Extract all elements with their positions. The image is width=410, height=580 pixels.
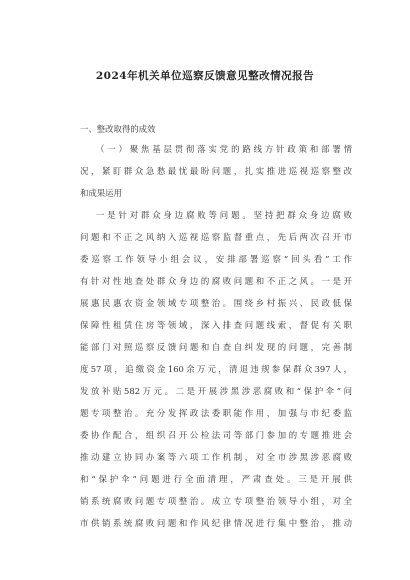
paragraph-line: 推动建立协同办案等六项工作机制，对全市涉黑涉恶腐败 [80,452,352,462]
paragraph-line: 有针对性地查处群众身边的腐败问题和不正之风。一是开 [80,276,352,286]
paragraph-line: 销系统腐败问题专项整治。成立专项整治领导小组，对全 [80,496,352,506]
body-paragraph [80,204,352,534]
section-heading: 一、整改取得的成效 [80,124,156,134]
subsection-heading [80,138,352,204]
paragraph-line: 展惠民惠农资金领域专项整治。围绕乡村振兴、民政低保 [80,298,352,308]
paragraph-line: 问题和不正之风纳入巡视巡察监督重点，先后两次召开市 [80,232,352,242]
subsection-line: （一）聚焦基层贯彻落实党的路线方针政策和部署情 [96,144,352,154]
subsection-line: 和成果运用 [80,188,122,198]
paragraph-line: 和“保护伞”问题进行全面清理，严肃查处。三是开展供 [80,474,352,484]
paragraph-line: 度57项，追缴资金160余万元，清退违规参保群众397人， [80,364,352,374]
paragraph-line: 题专项整治。充分发挥政法委职能作用，加强与市纪委监 [80,408,352,418]
paragraph-line: 能部门对照巡察反馈问题和自查自纠发现的问题，完善制 [80,342,352,352]
paragraph-line: 委巡察工作领导小组会议，安排部署巡察“回头看”工作 [80,254,352,264]
paragraph-line: 市供销系统腐败问题和作风纪律情况进行集中整治，推动 [80,518,352,528]
paragraph-line: 委协作配合，组织召开公检法司等部门参加的专题推进会 [80,430,352,440]
document-title: 2024年机关单位巡察反馈意见整改情况报告 [95,70,315,82]
subsection-line: 况，紧盯群众急愁最忧最盼问题，扎实推进巡视巡察整改 [80,166,352,176]
paragraph-line: 保障性租赁住房等领域，深入排查问题线索，督促有关职 [80,320,352,330]
paragraph-line: 一是针对群众身边腐败等问题。坚持把群众身边腐败 [96,210,352,220]
paragraph-line: 发放补贴582万元。二是开展涉黑涉恶腐败和“保护伞”问 [80,386,352,396]
